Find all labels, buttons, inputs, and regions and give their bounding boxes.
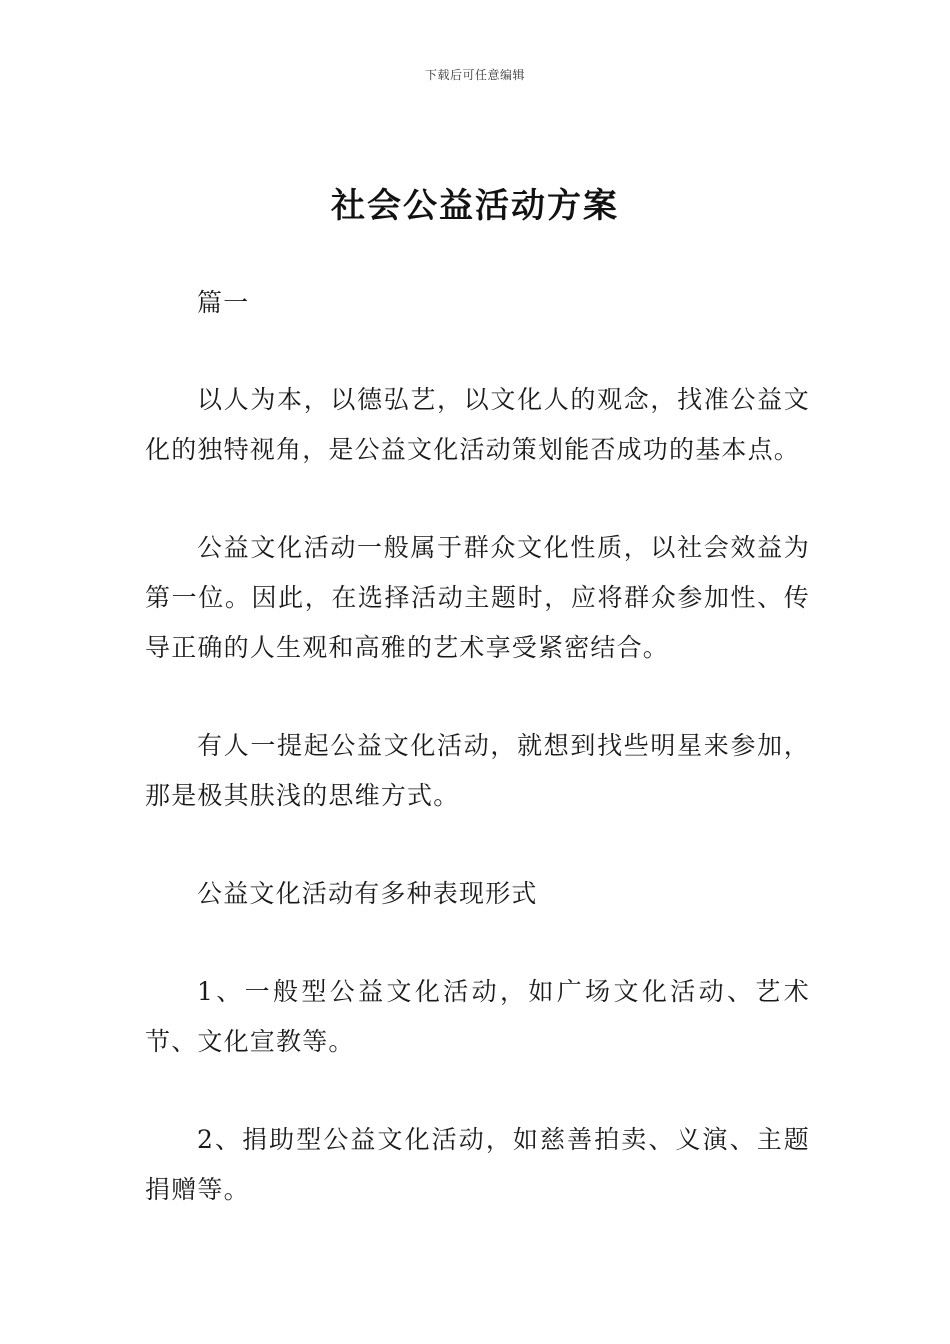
- paragraph: 公益文化活动有多种表现形式: [197, 879, 538, 908]
- list-item: 1、一般型公益文化活动，如广场文化活动、艺术节、文化宣教等。: [145, 977, 810, 1056]
- document-body: [145, 278, 810, 1215]
- paragraph: 有人一提起公益文化活动，就想到找些明星来参加，那是极其肤浅的思维方式。: [145, 731, 810, 810]
- section-heading: 篇一: [197, 288, 250, 317]
- document-title: 社会公益活动方案: [331, 186, 619, 226]
- paragraph: 公益文化活动一般属于群众文化性质，以社会效益为第一位。因此，在选择活动主题时，应将群众参加性、传导正确的人生观和高雅的艺术享受紧密结合。: [145, 533, 810, 662]
- list-item: 2、捐助型公益文化活动，如慈善拍卖、义演、主题捐赠等。: [145, 1125, 810, 1204]
- paragraph: 以人为本，以德弘艺，以文化人的观念，找准公益文化的独特视角，是公益文化活动策划能否成功的基本点。: [145, 385, 810, 464]
- header-note: 下载后可任意编辑: [424, 68, 525, 82]
